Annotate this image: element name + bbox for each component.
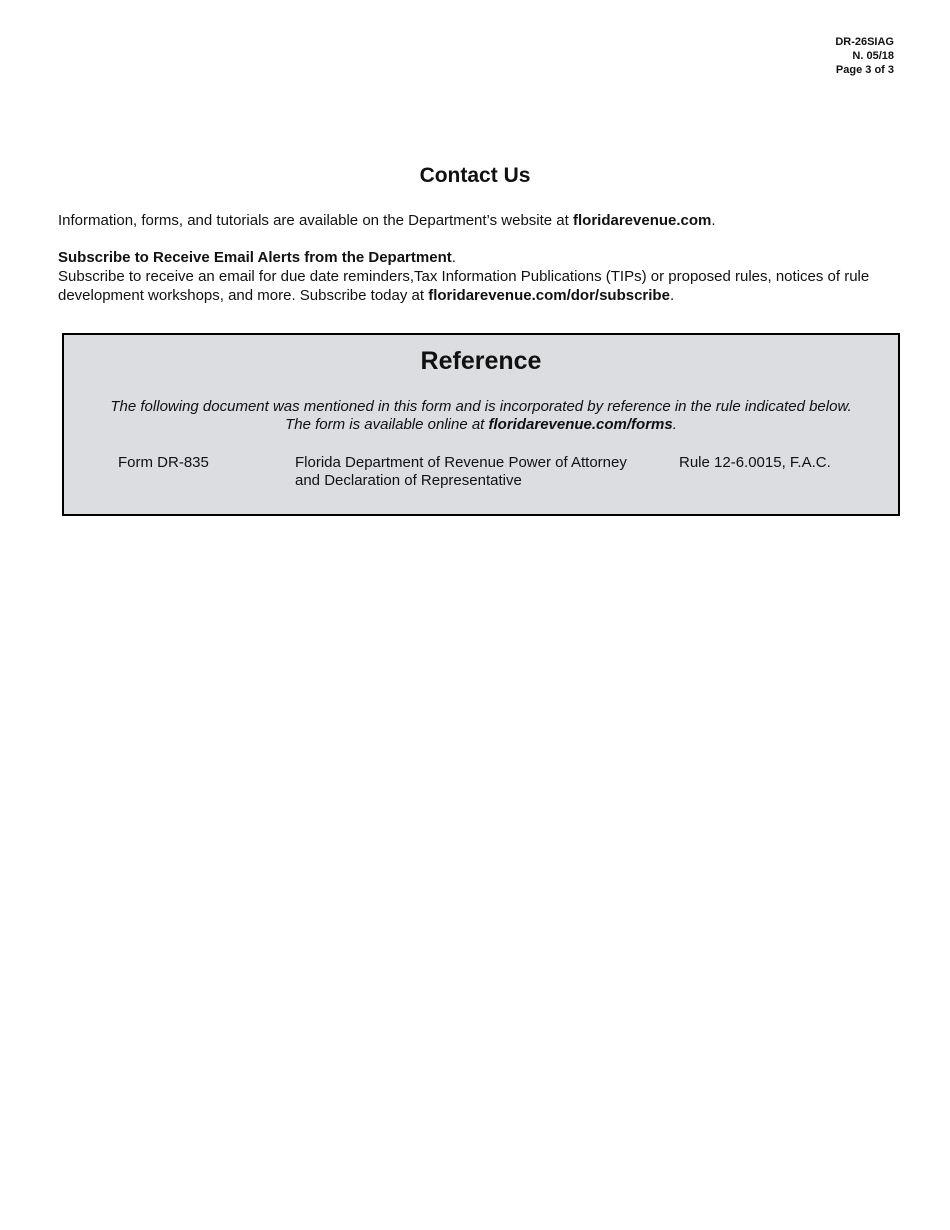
reference-intro-line2: The form is available online at	[285, 416, 489, 433]
subscribe-heading: Subscribe to Receive Email Alerts from the Department	[58, 249, 452, 266]
forms-link[interactable]: floridarevenue.com/forms	[488, 416, 673, 433]
reference-form-description	[295, 454, 655, 490]
subscribe-link[interactable]: floridarevenue.com/dor/subscribe	[428, 287, 670, 304]
form-revision: N. 05/18	[852, 50, 894, 62]
reference-form-number: Form DR-835	[118, 454, 209, 471]
contact-title: Contact Us	[419, 164, 531, 187]
reference-intro: The following document was mentioned in this form and is incorporated by reference in the rule indicated below. The form is available online at floridarevenue.com/forms.	[64, 398, 898, 434]
form-header	[835, 35, 894, 77]
reference-description-line1: Florida Department of Revenue Power of Attorney	[295, 454, 627, 471]
reference-box	[62, 333, 900, 516]
reference-intro-line1: The following document was mentioned in this form and is incorporated by reference in the rule indicated below.	[110, 398, 852, 415]
reference-title: Reference	[420, 347, 542, 375]
contact-info-text: Information, forms, and tutorials are available on the Department’s website at	[58, 212, 573, 229]
form-id: DR-26SIAG	[835, 36, 894, 48]
reference-rule: Rule 12-6.0015, F.A.C.	[679, 454, 831, 471]
contact-info-paragraph: Information, forms, and tutorials are available on the Department’s website at floridarevenue.com.	[58, 212, 716, 229]
subscribe-paragraph: Subscribe to Receive Email Alerts from the Department. Subscribe to receive an email for due date reminders,Tax Information Publications (TIPs) or proposed rules, notices of rule development workshops, and more. Subscribe today at floridarevenue.com/dor/subscribe.	[58, 249, 870, 304]
subscribe-text: Subscribe to receive an email for due date reminders,Tax Information Publications (TIPs) or proposed rules, notices of rule development workshops, and more. Subscribe today at	[58, 268, 870, 304]
website-link[interactable]: floridarevenue.com	[573, 212, 712, 229]
page-number: Page 3 of 3	[835, 64, 894, 76]
reference-description-line2: and Declaration of Representative	[295, 472, 522, 489]
